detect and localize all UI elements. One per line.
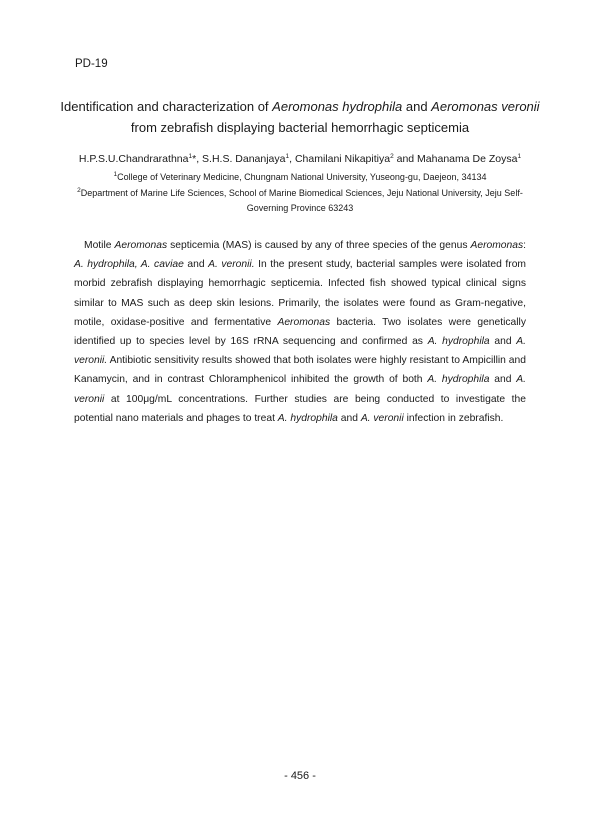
affiliation-1: $^1$College of Veterinary Medicine, Chungnam National University, Yuseong-gu, Daejeon, 34134 xyxy=(113,171,487,182)
page-number: - 456 - xyxy=(284,770,316,782)
author-list: H.P.S.U.Chandrarathna$^1$*, S.H.S. Dananjaya$^1$, Chamilani Nikapitiya$^2$ and Mahanama De Zoysa$^1$ xyxy=(78,153,522,165)
abstract-body: Motile Aeromonas septicemia (MAS) is caused by any of three species of the genus Aeromonas: A. hydrophila, A. caviae and A. veronii. In the present study, bacterial samples were isolated from morbid zebrafish displaying hemorrhagic septicemia. Infected fish showed typical clinical signs similar to MAS such as deep skin lesions. Primarily, the isolates were found as Gram-negative, motile, oxidase-positive and fermentative Aeromonas bacteria. Two isolates were genetically identified up to species level by 16S rRNA sequencing and confirmed as A. hydrophila and A. veronii. Antibiotic sensitivity results showed that both isolates were highly resistant to Ampicillin and Kanamycin, and in contrast Chloramphenicol inhibited the growth of both A. hydrophila and A. veronii at 100μg/mL concentrations. Further studies are being conducted to investigate the potential nano materials and phages to treat A. hydrophila and A. veronii infection in zebrafish. xyxy=(74,240,527,424)
affiliation-2: $^2$Department of Marine Life Sciences, School of Marine Biomedical Sciences, Jeju National University, Jeju Self-Governing Province 63243 xyxy=(77,187,523,213)
abstract-code: PD-19 xyxy=(75,58,108,70)
title-species-2: Aeromonas veronii xyxy=(431,99,540,114)
title-line-2: from zebrafish displaying bacterial hemorrhagic septicemia xyxy=(130,120,470,135)
title-line-1: Identification and characterization of Aeromonas hydrophila and Aeromonas veronii xyxy=(60,99,540,114)
title-species-1: Aeromonas hydrophila xyxy=(272,99,403,114)
paper-title xyxy=(40,96,560,138)
